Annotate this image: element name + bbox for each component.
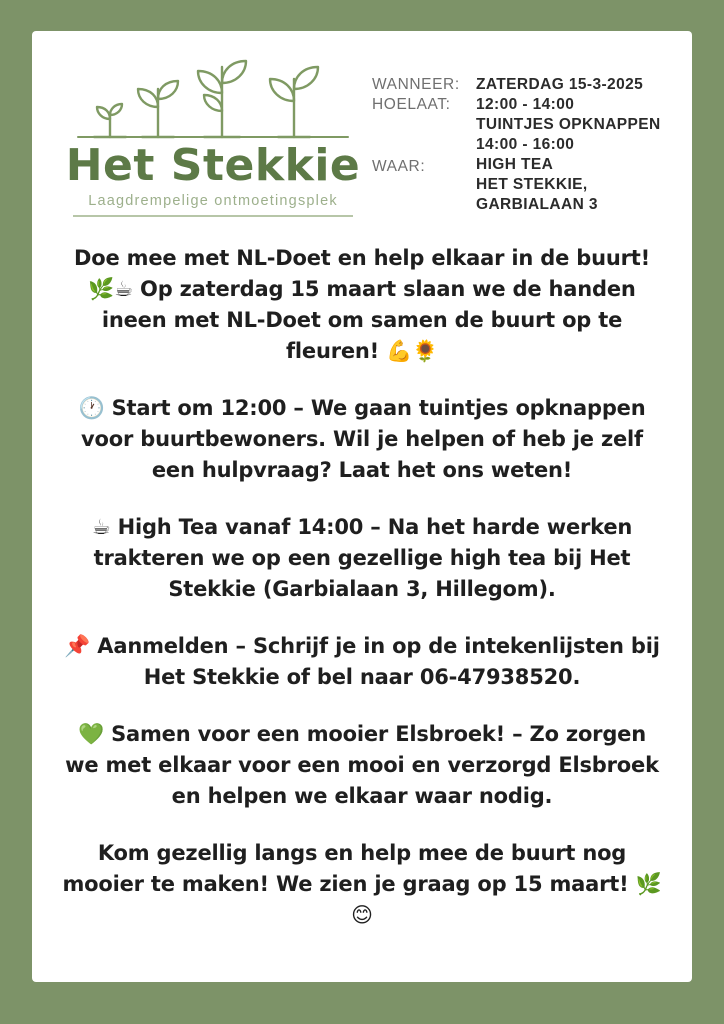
label-time: HOELAAT:	[372, 96, 451, 113]
logo-divider	[73, 215, 353, 217]
poster-header	[32, 31, 692, 221]
event-detail-labels	[372, 75, 476, 215]
logo-tagline: Laagdrempelige ontmoetingsplek	[88, 193, 338, 210]
value-activity-1: TUINTJES OPKNAPPEN	[476, 116, 661, 133]
label-where: WAAR:	[372, 158, 426, 175]
paragraph-outro: Kom gezellig langs en help mee de buurt nog mooier te maken! We zien je graag op 15 maart! 🌿😊	[62, 841, 662, 927]
paragraph-aanmelden: 📌 Aanmelden – Schrijf je in op de intekenlijsten bij Het Stekkie of bel naar 06-47938520.	[64, 634, 660, 689]
value-time-2: 14:00 - 16:00	[476, 136, 575, 153]
value-location-line-1: HET STEKKIE,	[476, 176, 588, 193]
poster-body	[32, 221, 692, 931]
logo-block	[54, 49, 372, 217]
value-date: ZATERDAG 15-3-2025	[476, 76, 644, 93]
paragraph-start: 🕐 Start om 12:00 – We gaan tuintjes opknappen voor buurtbewoners. Wil je helpen of heb je zelf een hulpvraag? Laat het ons weten!	[78, 396, 646, 482]
paragraph-intro: Doe mee met NL-Doet en help elkaar in de buurt! 🌿☕ Op zaterdag 15 maart slaan we de handen ineen met NL-Doet om samen de buurt op te fleuren! 💪🌻	[74, 246, 650, 363]
label-when: WANNEER:	[372, 76, 460, 93]
seedlings-illustration-icon	[72, 49, 372, 141]
logo-title: Het Stekkie	[65, 140, 361, 191]
event-detail-values	[476, 75, 670, 215]
paragraph-high-tea: ☕ High Tea vanaf 14:00 – Na het harde werken trakteren we op een gezellige high tea bij Het Stekkie (Garbialaan 3, Hillegom).	[91, 515, 633, 601]
value-location-line-2: GARBIALAAN 3	[476, 196, 598, 213]
value-time-1: 12:00 - 14:00	[476, 96, 575, 113]
poster-card	[32, 31, 692, 982]
value-activity-2: HIGH TEA	[476, 156, 554, 173]
event-details	[372, 49, 670, 215]
paragraph-samen: 💚 Samen voor een mooier Elsbroek! – Zo zorgen we met elkaar voor een mooi en verzorgd Elsbroek en helpen we elkaar waar nodig.	[65, 722, 659, 808]
